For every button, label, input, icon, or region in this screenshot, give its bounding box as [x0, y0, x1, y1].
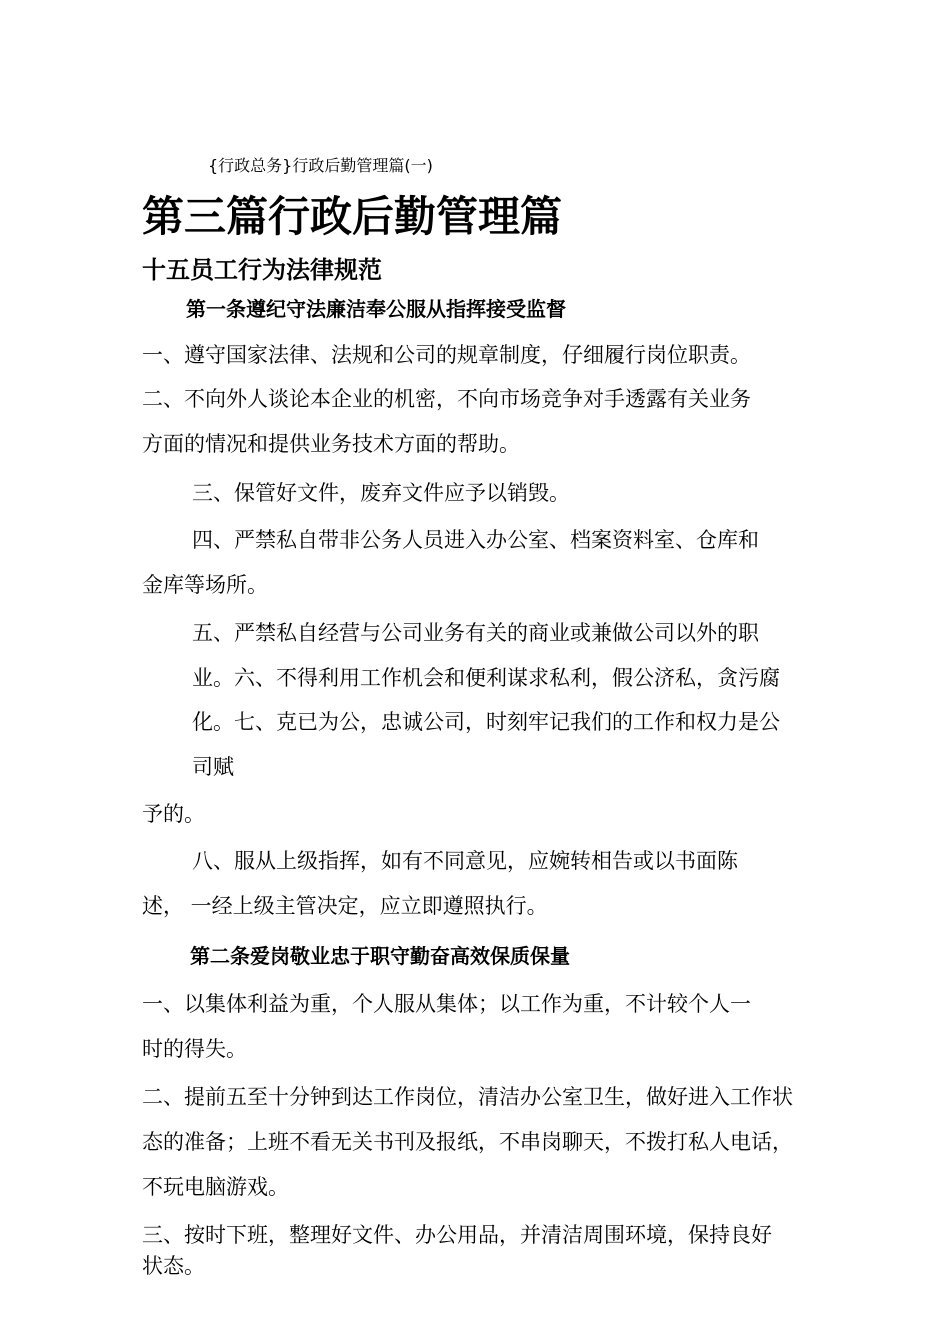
page-title: 第三篇行政后勤管理篇 [142, 192, 563, 241]
article-1-line: 化。七、克已为公，忠诚公司，时刻牢记我们的工作和权力是公 [192, 710, 780, 734]
article-1-line: 三、保管好文件，废弃文件应予以销毁。 [192, 481, 570, 505]
article-1-line: 业。六、不得利用工作机会和便利谋求私利，假公济私，贪污腐 [192, 666, 780, 690]
article-1-line: 司赋 [192, 755, 234, 779]
chapter-heading: 十五员工行为法律规范 [142, 256, 382, 284]
article-2-line: 一、以集体利益为重，个人服从集体；以工作为重，不计较个人一 [142, 992, 751, 1016]
article-1-line: 述， 一经上级主管决定，应立即遵照执行。 [142, 894, 548, 918]
article-2-line: 三、按时下班，整理好文件、办公用品，并清洁周围环境，保持良好 [142, 1223, 772, 1247]
article-2-line: 不玩电脑游戏。 [142, 1175, 289, 1199]
article-1-line: 一、遵守国家法律、法规和公司的规章制度，仔细履行岗位职责。 [142, 343, 751, 367]
article-1-heading: 第一条遵纪守法廉洁奉公服从指挥接受监督 [186, 297, 566, 321]
article-2-line: 状态。 [142, 1254, 205, 1278]
article-1-line: 二、不向外人谈论本企业的机密，不向市场竞争对手透露有关业务 [142, 387, 751, 411]
article-2-line: 时的得失。 [142, 1037, 247, 1061]
article-1-line: 予的。 [142, 802, 205, 826]
article-2-line: 态的准备；上班不看无关书刊及报纸，不串岗聊天，不拨打私人电话， [142, 1130, 793, 1154]
article-2-line: 二、提前五至十分钟到达工作岗位，清洁办公室卫生，做好进入工作状 [142, 1085, 793, 1109]
article-1-line: 金库等场所。 [142, 573, 268, 597]
article-1-line: 八、服从上级指挥，如有不同意见，应婉转相告或以书面陈 [192, 849, 738, 873]
article-1-line: 四、严禁私自带非公务人员进入办公室、档案资料室、仓库和 [192, 528, 759, 552]
article-1-line: 方面的情况和提供业务技术方面的帮助。 [142, 432, 520, 456]
article-2-heading: 第二条爱岗敬业忠于职守勤奋高效保质保量 [190, 944, 570, 968]
article-1-line: 五、严禁私自经营与公司业务有关的商业或兼做公司以外的职 [192, 621, 759, 645]
document-header: {行政总务}行政后勤管理篇(一) [208, 156, 433, 175]
